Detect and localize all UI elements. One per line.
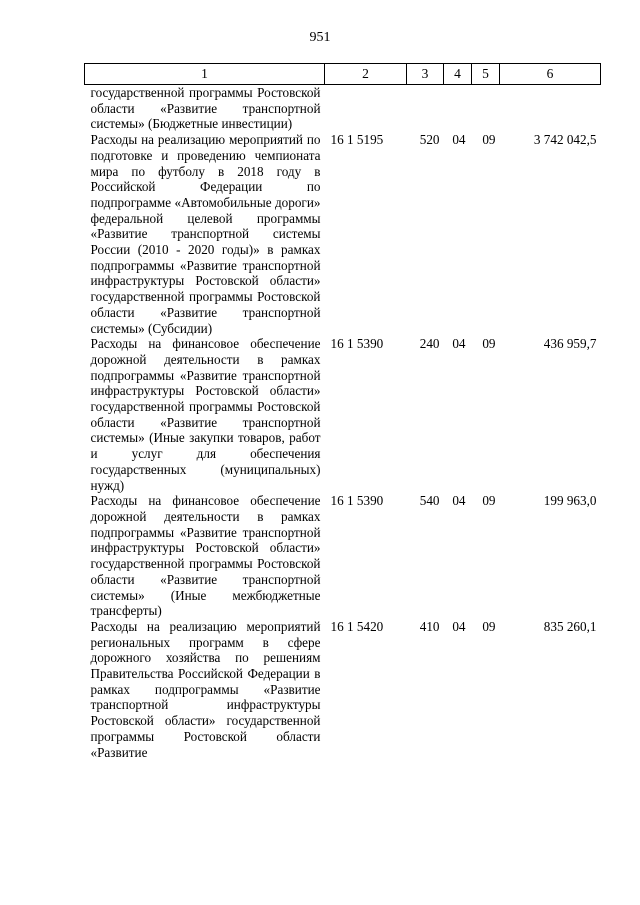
row-expense-type: 240 bbox=[419, 336, 440, 352]
table-row bbox=[85, 336, 601, 493]
table-row bbox=[85, 493, 601, 619]
row-section: 04 bbox=[452, 336, 466, 352]
table-header-row bbox=[85, 64, 601, 85]
header-col-2: 2 bbox=[325, 64, 407, 85]
header-col-1: 1 bbox=[85, 64, 325, 85]
row-subsection: 09 bbox=[482, 618, 496, 634]
header-col-4: 4 bbox=[444, 64, 472, 85]
budget-table bbox=[84, 63, 601, 760]
row-description: Расходы на реализацию мероприятий региональных программ в сфере дорожного хозяйства по решениям Правительства Российской Федерации в рамках подпрограммы «Развитие транспортной инфраструктуры Ростовской области» государственной программы Ростовской области «Развитие bbox=[90, 618, 321, 760]
row-section: 04 bbox=[452, 493, 466, 509]
table-row-continuation bbox=[85, 85, 601, 133]
row-target-code: 16 1 5390 bbox=[330, 336, 384, 352]
row-description: Расходы на финансовое обеспечение дорожной деятельности в рамках подпрограммы «Развитие транспортной инфраструктуры Ростовской области» государственной программы Ростовской области «Развитие транспортной системы» (Иные закупки товаров, работ и услуг для обеспечения государственных (муниципальных) нужд) bbox=[90, 336, 321, 493]
row-target-code: 16 1 5420 bbox=[330, 618, 384, 634]
row-description: государственной программы Ростовской области «Развитие транспортной системы» (Бюджетные инвестиции) bbox=[90, 85, 321, 132]
row-expense-type: 520 bbox=[419, 132, 440, 148]
row-subsection: 09 bbox=[482, 336, 496, 352]
header-col-3: 3 bbox=[407, 64, 444, 85]
row-subsection: 09 bbox=[482, 132, 496, 148]
row-amount: 436 959,7 bbox=[543, 336, 597, 352]
row-section: 04 bbox=[452, 618, 466, 634]
row-description: Расходы на финансовое обеспечение дорожной деятельности в рамках подпрограммы «Развитие транспортной инфраструктуры Ростовской области» государственной программы Ростовской области «Развитие транспортной системы» (Иные межбюджетные трансферты) bbox=[90, 493, 321, 619]
table-row bbox=[85, 619, 601, 760]
table-row bbox=[85, 132, 601, 336]
row-subsection: 09 bbox=[482, 493, 496, 509]
header-col-6: 6 bbox=[500, 64, 601, 85]
row-expense-type: 540 bbox=[419, 493, 440, 509]
row-target-code: 16 1 5195 bbox=[330, 132, 384, 148]
row-amount: 199 963,0 bbox=[543, 493, 597, 509]
row-expense-type: 410 bbox=[419, 618, 440, 634]
row-description: Расходы на реализацию мероприятий по подготовке и проведению чемпионата мира по футболу в 2018 году в Российской Федерации по подпрограмме «Автомобильные дороги» федеральной целевой программы «Развитие транспортной системы России (2010 - 2020 годы)» в рамках подпрограммы «Развитие транспортной инфраструктуры Ростовской области» государственной программы Ростовской области «Развитие транспортной системы» (Субсидии) bbox=[90, 132, 321, 336]
header-col-5: 5 bbox=[472, 64, 500, 85]
page-number: 951 bbox=[309, 30, 331, 45]
row-section: 04 bbox=[452, 132, 466, 148]
row-amount: 3 742 042,5 bbox=[533, 132, 597, 148]
row-target-code: 16 1 5390 bbox=[330, 493, 384, 509]
row-amount: 835 260,1 bbox=[543, 618, 597, 634]
